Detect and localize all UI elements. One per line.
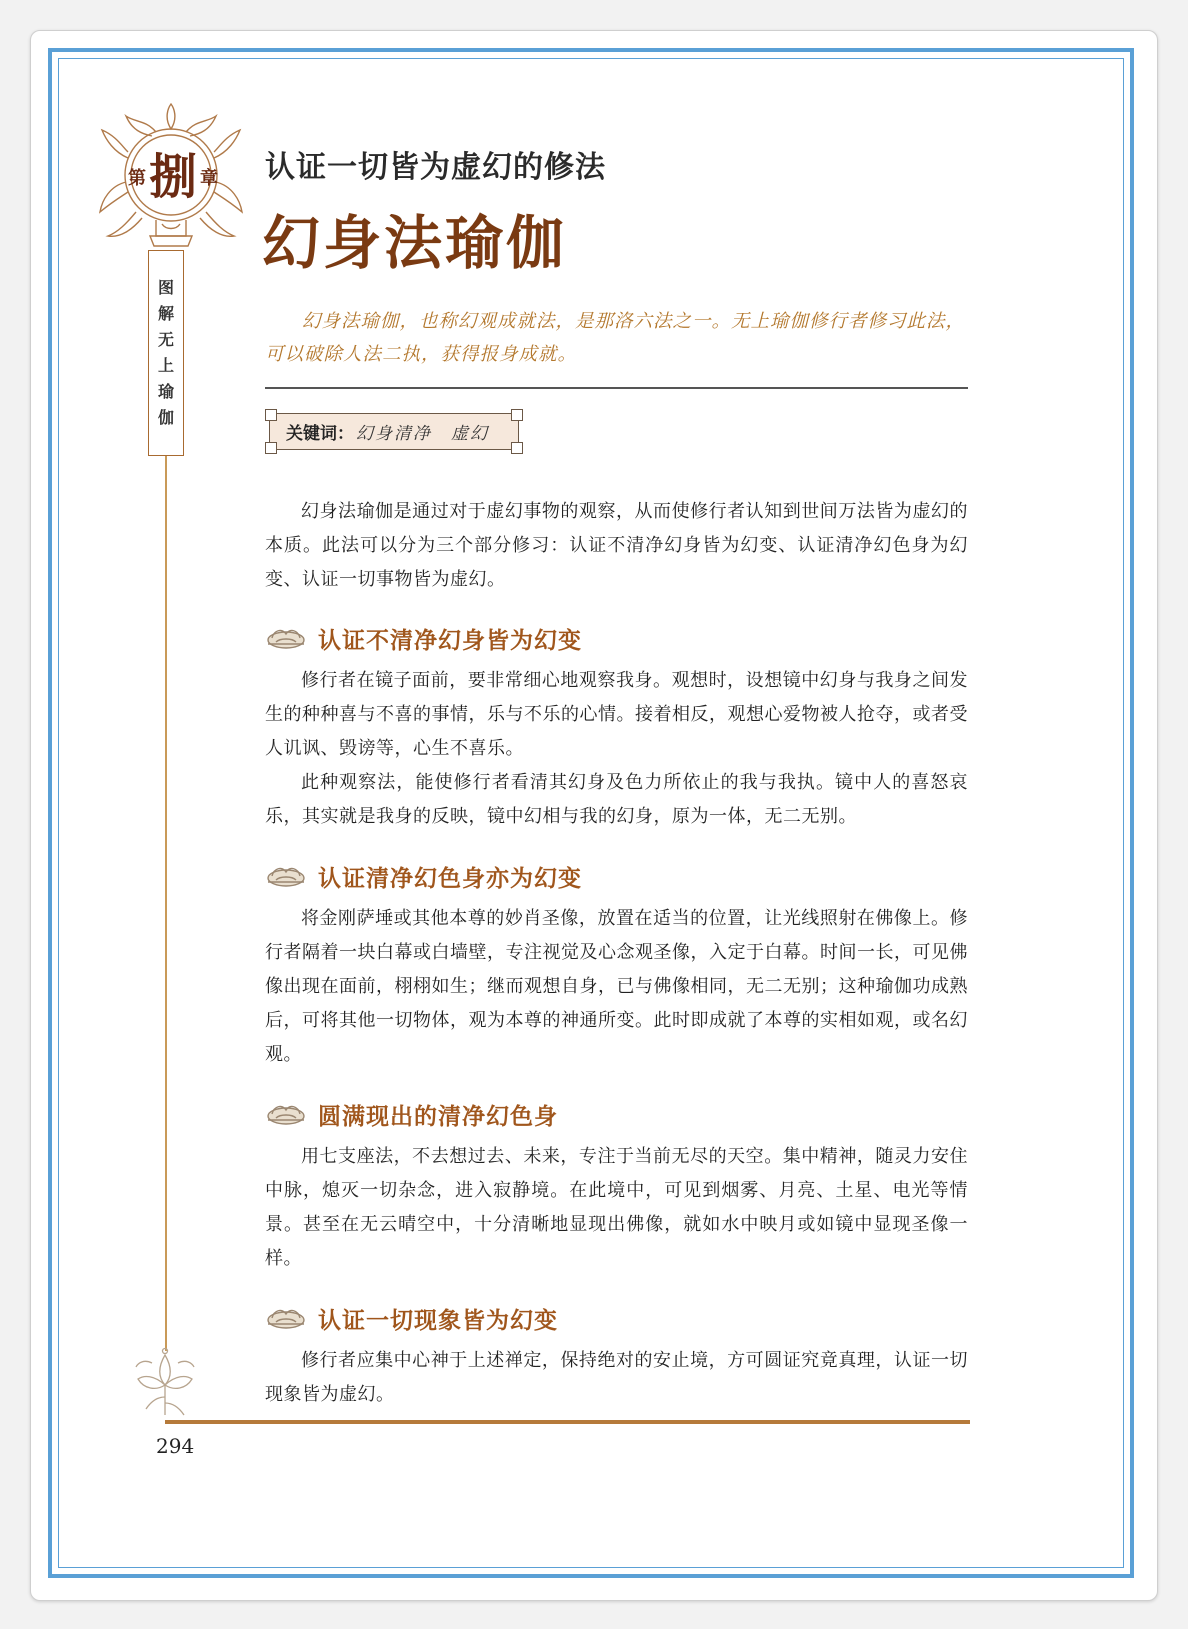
cloud-ornament-icon	[264, 1304, 308, 1332]
side-tab-char: 上	[157, 356, 174, 375]
keywords-corner	[511, 409, 523, 421]
side-tab-char: 图	[157, 278, 174, 297]
side-vertical-rule	[165, 456, 167, 1351]
intro-paragraph: 幻身法瑜伽，也称幻观成就法，是那洛六法之一。无上瑜伽修行者修习此法，可以破除人法二执，获得报身成就。	[265, 311, 966, 365]
keywords-corner	[265, 409, 277, 421]
body-paragraph: 幻身法瑜伽是通过对于虚幻事物的观察，从而使修行者认知到世间万法皆为虚幻的本质。此法可以分为三个部分修习：认证不清净幻身皆为幻变、认证清净幻色身为幻变、认证一切事物皆为虚幻。	[265, 501, 968, 590]
body-paragraph: 此种观察法，能使修行者看清其幻身及色力所依止的我与我执。镜中人的喜怒哀乐，其实就是我身的反映，镜中幻相与我的幻身，原为一体，无二无别。	[265, 772, 968, 827]
section-heading	[264, 620, 582, 656]
cloud-ornament-icon	[264, 862, 308, 890]
cloud-ornament-icon	[264, 1100, 308, 1128]
side-tab-char: 无	[157, 330, 174, 349]
footer-rule	[165, 1420, 970, 1424]
page-subtitle: 认证一切皆为虚幻的修法	[265, 150, 606, 185]
page-title: 幻身法瑜伽	[262, 209, 568, 277]
keywords-value: 幻身清净 虚幻	[356, 424, 489, 444]
section-heading-text: 圆满现出的清净幻色身	[318, 1103, 558, 1130]
keywords-corner	[511, 442, 523, 454]
intro-divider	[265, 387, 968, 389]
chapter-label	[128, 132, 218, 222]
body-paragraph: 修行者在镜子面前，要非常细心地观察我身。观想时，设想镜中幻身与我身之间发生的种种喜与不喜的事情，乐与不乐的心情。接着相反，观想心爱物被人抢夺，或者受人讥讽、毁谤等，心生不喜乐。	[265, 670, 968, 759]
keywords-box-body	[269, 413, 519, 450]
chapter-number: 捌	[149, 149, 198, 205]
cloud-ornament-icon	[264, 624, 308, 652]
section-heading-text: 认证不清净幻身皆为幻变	[318, 627, 582, 654]
chapter-prefix: 第	[128, 168, 146, 189]
section-heading-text: 认证一切现象皆为幻变	[318, 1307, 558, 1334]
keywords-label: 关键词：	[286, 424, 354, 444]
section-heading-text: 认证清净幻色身亦为幻变	[318, 865, 582, 892]
keywords-corner	[265, 442, 277, 454]
side-tab-char: 瑜	[157, 382, 174, 401]
section-heading	[264, 1096, 558, 1132]
book-title-side-tab	[148, 250, 184, 456]
section-heading	[264, 1300, 558, 1336]
chapter-suffix: 章	[200, 168, 219, 189]
body-paragraph: 用七支座法，不去想过去、未来，专注于当前无尽的天空。集中精神，随灵力安住中脉，熄灭一切杂念，进入寂静境。在此境中，可见到烟雾、月亮、土星、电光等情景。甚至在无云晴空中，十分清晰地显现出佛像，就如水中映月或如镜中显现圣像一样。	[265, 1146, 968, 1269]
section-heading	[264, 858, 582, 894]
side-tab-char: 伽	[157, 408, 174, 427]
body-paragraph: 将金刚萨埵或其他本尊的妙肖圣像，放置在适当的位置，让光线照射在佛像上。修行者隔着一块白幕或白墙壁，专注视觉及心念观圣像，入定于白幕。时间一长，可见佛像出现在面前，栩栩如生；继而观想自身，已与佛像相同，无二无别；这种瑜伽功成熟后，可将其他一切物体，观为本尊的神通所变。此时即成就了本尊的实相如观，或名幻观。	[265, 908, 968, 1065]
keywords-box	[265, 409, 523, 454]
body-paragraph: 修行者应集中心神于上述禅定，保持绝对的安止境，方可圆证究竟真理，认证一切现象皆为虚幻。	[265, 1350, 968, 1405]
side-tab-char: 解	[157, 304, 174, 323]
page-number: 294	[156, 1434, 195, 1458]
lotus-ornament-icon	[130, 1345, 200, 1420]
